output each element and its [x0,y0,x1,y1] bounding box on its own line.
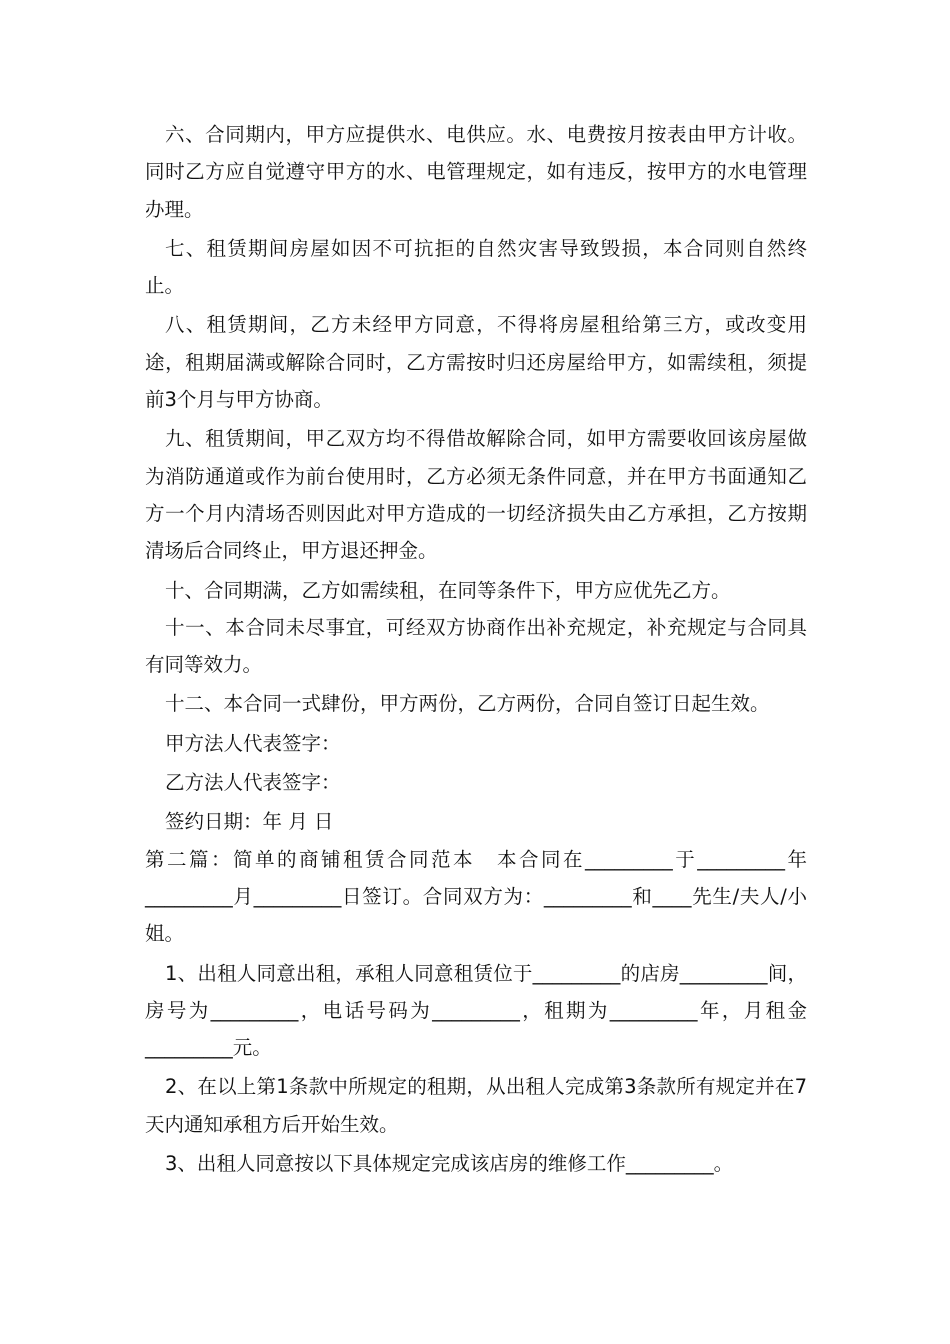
clause-8: 八、租赁期间，乙方未经甲方同意，不得将房屋租给第三方，或改变用途，租期届满或解除合同时，乙方需按时归还房屋给甲方，如需续租，须提前3个月与甲方协商。 [145,313,807,412]
second-clause-1: 1、出租人同意出租，承租人同意租赁位于_________的店房_________间，房号为_________，电话号码为_________，租期为_________年，月租金_________元。 [145,961,807,1060]
signing-date-line: 签约日期：年 月 日 [165,810,334,834]
second-clause-3: 3、出租人同意按以下具体规定完成该店房的维修工作_________。 [165,1152,734,1176]
clause-10: 十、合同期满，乙方如需续租，在同等条件下，甲方应优先乙方。 [165,578,731,602]
clause-6: 六、合同期内，甲方应提供水、电供应。水、电费按月按表由甲方计收。同时乙方应自觉遵守甲方的水、电管理规定，如有违反，按甲方的水电管理办理。 [145,123,807,221]
clause-9: 九、租赁期间，甲乙双方均不得借故解除合同，如甲方需要收回该房屋做为消防通道或作为前台使用时，乙方必须无条件同意，并在甲方书面通知乙方一个月内清场否则因此对甲方造成的一切经济损失由乙方承担，乙方按期清场后合同终止，甲方退还押金。 [145,427,807,563]
document-page [145,116,807,1182]
party-b-signature-line: 乙方法人代表签字： [165,771,341,795]
party-a-signature-line: 甲方法人代表签字： [165,731,341,755]
second-clause-2: 2、在以上第1条款中所规定的租期，从出租人完成第3条款所有规定并在7天内通知承租方后开始生效。 [145,1075,807,1136]
clause-11: 十一、本合同未尽事宜，可经双方协商作出补充规定，补充规定与合同具有同等效力。 [145,615,807,677]
clause-12: 十二、本合同一式肆份，甲方两份，乙方两份，合同自签订日起生效。 [165,692,770,716]
second-contract-heading: 第二篇：简单的商铺租赁合同范本 本合同在_________于_________年_________月_________日签订。合同双方为：_________和____先生/夫人/小姐。 [145,847,807,946]
clause-7: 七、租赁期间房屋如因不可抗拒的自然灾害导致毁损，本合同则自然终止。 [145,236,807,298]
